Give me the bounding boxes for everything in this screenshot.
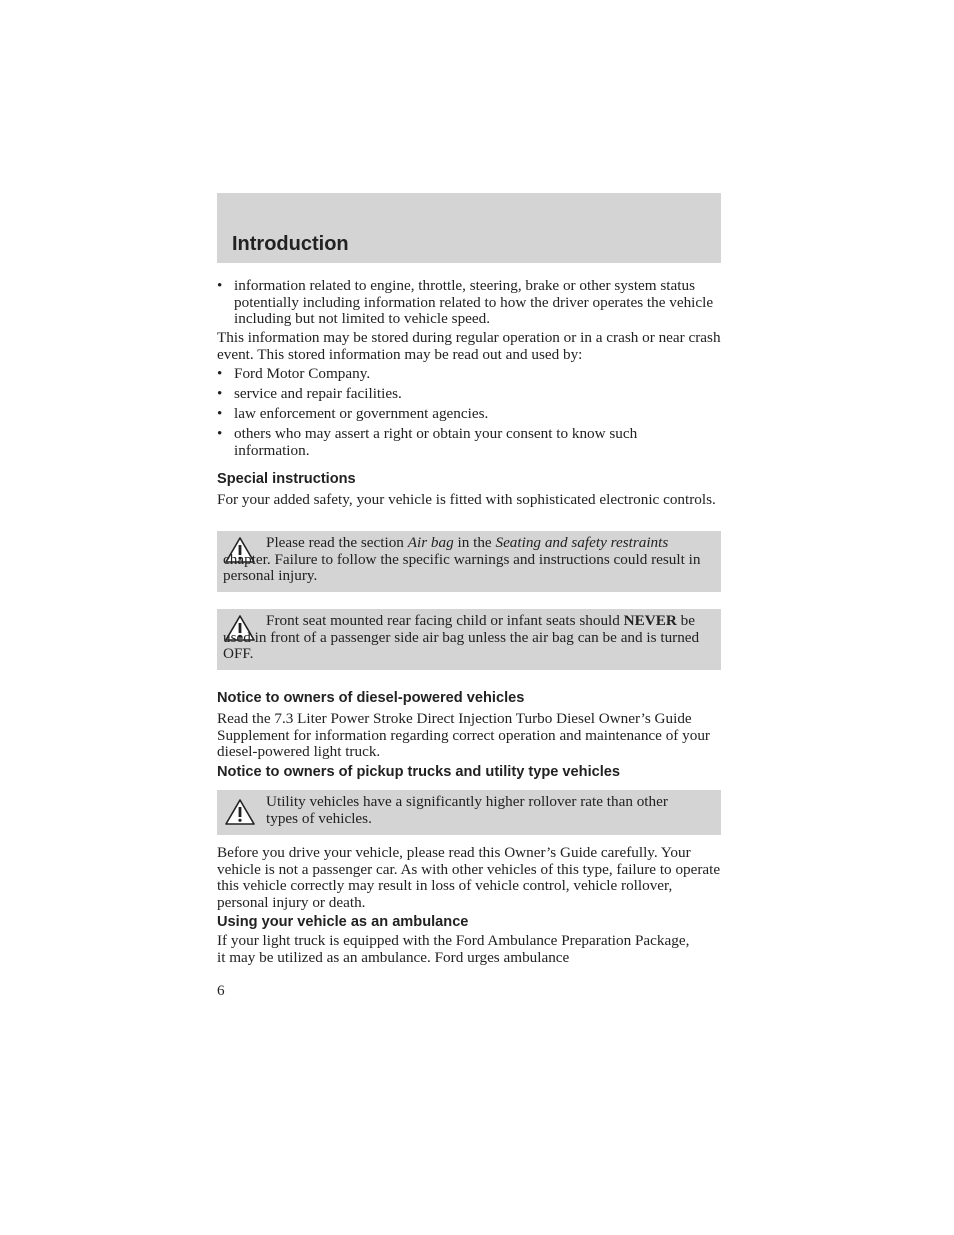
before-paragraph: Before you drive your vehicle, please read this Owner’s Guide carefully. Your vehicle is not a passenger car. As with other vehicles of this type, failure to operate this vehicle correctly may result in loss of vehicle control, vehicle rollover, personal injury or death. [217,844,721,911]
list-item-text: others who may assert a right or obtain your consent to know such information. [234,425,638,459]
warning-text-part: Front seat mounted rear facing child or infant seats should [266,612,624,629]
warning-text-part: in the [453,534,496,551]
never-emphasis: NEVER [623,612,677,629]
chapter-title: Introduction [232,233,349,255]
pickup-heading: Notice to owners of pickup trucks and utility type vehicles [217,764,621,780]
warning-text-part: chapter. Failure to follow the specific warnings and instructions could result in personal injury. [223,550,701,584]
bullet-mark: • [217,365,223,382]
list-item [217,406,721,424]
warning-text-part: Please read the section [266,534,408,551]
list-item-text: Ford Motor Company. [234,365,371,382]
warning-text [223,535,709,585]
chapter-header [217,193,721,263]
seating-chapter-ref: Seating and safety restraints [495,534,669,551]
bullet-mark: • [217,385,223,402]
list-item [217,366,721,384]
list-item-text: service and repair facilities. [234,385,402,402]
air-bag-section-ref: Air bag [407,534,454,551]
ambulance-heading: Using your vehicle as an ambulance [217,914,469,930]
warning-box [217,531,721,592]
diesel-heading: Notice to owners of diesel-powered vehicles [217,690,525,706]
special-heading: Special instructions [217,471,356,487]
stored-paragraph: This information may be stored during regular operation or in a crash or near crash event. This stored information may be read out and used by: [217,329,721,363]
bullet-mark: • [217,277,223,294]
warning-triangle-icon [224,798,256,826]
ambulance-paragraph: If your light truck is equipped with the Ford Ambulance Preparation Package, it may be utilized as an ambulance. Ford urges ambulance [217,932,690,966]
warning-box [217,609,721,670]
page-number: 6 [217,982,225,999]
bullet-mark: • [217,425,223,442]
special-paragraph: For your added safety, your vehicle is fitted with sophisticated electronic controls. [217,491,716,508]
warning-text: Utility vehicles have a significantly higher rollover rate than other types of vehicles. [266,793,668,827]
list-item [217,278,721,328]
warning-text [223,613,709,663]
diesel-paragraph: Read the 7.3 Liter Power Stroke Direct Injection Turbo Diesel Owner’s Guide Supplement for information regarding correct operation and maintenance of your diesel-powered light truck. [217,710,710,760]
bullet-mark: • [217,405,223,422]
list-item [217,386,721,404]
warning-box [217,790,721,835]
list-item-text: information related to engine, throttle, steering, brake or other system status potentially including information related to how the driver operates the vehicle including but not limited to vehicle speed. [234,277,714,327]
list-item [217,426,721,460]
list-item-text: law enforcement or government agencies. [234,405,489,422]
warning-text-part: be used in front of a passenger side air bag unless the air bag can be and is turned OFF. [223,612,700,662]
